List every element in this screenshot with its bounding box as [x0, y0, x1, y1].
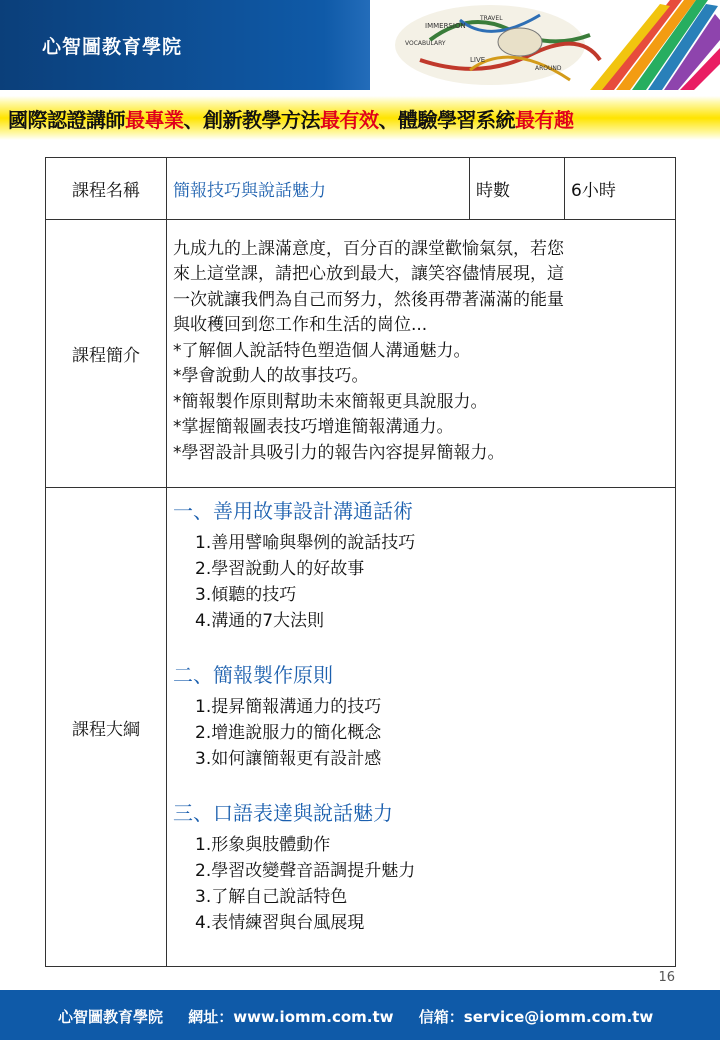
- course-table: [45, 157, 676, 967]
- section-title: 一、善用故事設計溝通話術: [173, 499, 413, 523]
- slogan-highlight: 最有效: [320, 108, 379, 132]
- outline-item: 2.增進說服力的簡化概念: [195, 723, 382, 743]
- hours-value: 6小時: [565, 158, 676, 220]
- footer-website[interactable]: 網址：www.iomm.com.tw: [188, 1008, 394, 1026]
- outline-item: 3.如何讓簡報更有設計感: [195, 749, 382, 769]
- course-name-label: 課程名稱: [46, 158, 167, 220]
- course-name-value: 簡報技巧與說話魅力: [167, 158, 470, 220]
- course-outline-content: [167, 488, 676, 967]
- course-name-row: [46, 158, 676, 220]
- footer-bar: [0, 990, 720, 1040]
- intro-line: *了解個人說話特色塑造個人溝通魅力。: [173, 340, 471, 361]
- mind-map-illustration: [370, 0, 720, 90]
- intro-line: *學習設計具吸引力的報告內容提昇簡報力。: [173, 442, 505, 463]
- hours-label: 時數: [470, 158, 565, 220]
- outline-item: 2.學習改變聲音語調提升魅力: [195, 861, 416, 881]
- slogan-highlight: 最專業: [125, 108, 184, 132]
- slogan-part: 、創新教學方法: [183, 108, 320, 132]
- slogan-part: 、體驗學習系統: [378, 108, 515, 132]
- course-outline-label: 課程大綱: [46, 488, 167, 967]
- course-intro-row: [46, 220, 676, 488]
- outline-item: 3.了解自己說話特色: [195, 887, 348, 907]
- intro-line: *簡報製作原則幫助未來簡報更具說服力。: [173, 391, 488, 412]
- intro-line: *學會說動人的故事技巧。: [173, 366, 369, 387]
- art-word: AROUND: [535, 65, 562, 72]
- course-intro-text: [167, 220, 676, 488]
- header-banner: [0, 0, 720, 90]
- outline-item: 1.形象與肢體動作: [195, 835, 331, 855]
- footer-text: [58, 1006, 673, 1027]
- outline-item: 1.善用譬喻與舉例的說話技巧: [195, 533, 416, 553]
- course-intro-label: 課程簡介: [46, 220, 167, 488]
- page-number: 16: [658, 970, 675, 985]
- outline-item: 4.表情練習與台風展現: [195, 913, 365, 933]
- outline-item: 4.溝通的7大法則: [195, 611, 325, 631]
- intro-line: 一次就讓我們為自己而努力，然後再帶著滿滿的能量: [173, 289, 564, 310]
- slogan-highlight: 最有趣: [515, 108, 574, 132]
- art-word: TRAVEL: [480, 15, 503, 22]
- art-word: IMMERSION: [425, 22, 466, 30]
- slogan-part: 國際認證講師: [8, 108, 125, 132]
- outline-item: 3.傾聽的技巧: [195, 585, 297, 605]
- brand-title: 心智圖教育學院: [42, 36, 183, 58]
- intro-line: *掌握簡報圖表技巧增進簡報溝通力。: [173, 417, 454, 438]
- course-outline-row: [46, 488, 676, 967]
- intro-line: 與收穫回到您工作和生活的崗位...: [173, 315, 428, 336]
- art-word: LIVE: [470, 56, 486, 64]
- outline-item: 1.提昇簡報溝通力的技巧: [195, 697, 382, 717]
- footer-org: 心智圖教育學院: [58, 1008, 164, 1026]
- section-title: 三、口語表達與說話魅力: [173, 801, 393, 825]
- slogan-text: [8, 104, 574, 133]
- intro-line: 來上這堂課，請把心放到最大，讓笑容儘情展現，這: [173, 264, 564, 285]
- section-title: 二、簡報製作原則: [173, 663, 333, 687]
- intro-line: 九成九的上課滿意度，百分百的課堂歡愉氣氛，若您: [173, 238, 564, 259]
- outline-item: 2.學習說動人的好故事: [195, 559, 365, 579]
- footer-email[interactable]: 信箱：service@iomm.com.tw: [418, 1008, 654, 1026]
- art-word: VOCABULARY: [405, 40, 446, 47]
- slogan-bar: [0, 96, 720, 140]
